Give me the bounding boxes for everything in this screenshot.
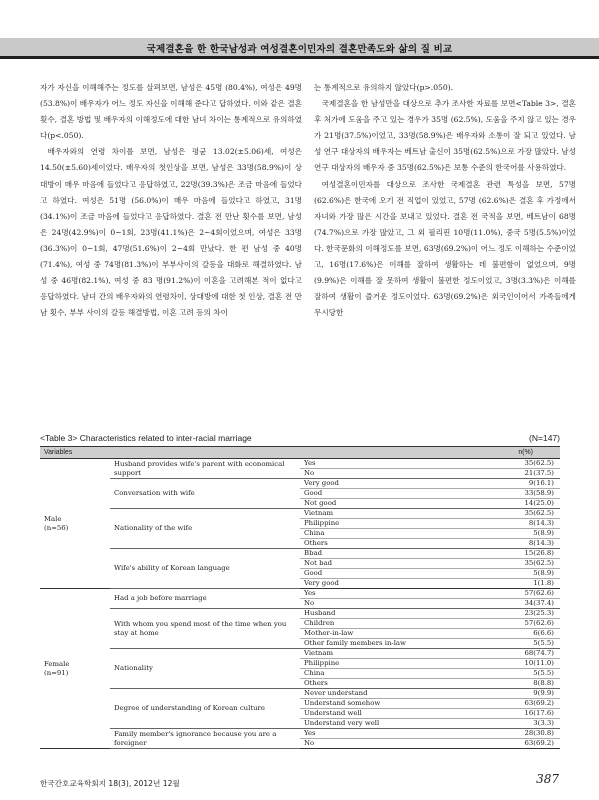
category-cell: Bbad — [300, 549, 491, 559]
value-cell: 8(14.3) — [491, 519, 560, 529]
table-row — [40, 609, 560, 619]
paragraph: 는 통계적으로 유의하지 않았다(p>.050). — [314, 83, 454, 92]
value-cell: 28(30.8) — [491, 729, 560, 739]
page-number: 387 — [536, 772, 559, 786]
category-cell: Husband — [300, 609, 491, 619]
category-cell: China — [300, 669, 491, 679]
variable-cell: Husband provides wife's parent with economical support — [110, 459, 300, 479]
category-cell: Very good — [300, 479, 491, 489]
group-label: Female — [44, 659, 70, 668]
category-cell: Others — [300, 679, 491, 689]
value-cell: 68(74.7) — [491, 649, 560, 659]
value-cell: 57(62.6) — [491, 619, 560, 629]
value-cell: 9(16.1) — [491, 479, 560, 489]
category-cell: No — [300, 469, 491, 479]
category-cell: Others — [300, 539, 491, 549]
table-caption — [40, 433, 560, 443]
variable-cell: Conversation with wife — [110, 479, 300, 509]
variable-cell: With whom you spend most of the time when you stay at home — [110, 609, 300, 649]
body-column-left — [40, 80, 302, 321]
category-cell: Yes — [300, 459, 491, 469]
category-cell: Understand very well — [300, 719, 491, 729]
body-column-right — [314, 80, 576, 321]
value-cell: 5(5.5) — [491, 669, 560, 679]
value-cell: 57(62.6) — [491, 589, 560, 599]
group-cell — [40, 459, 110, 589]
table-row — [40, 509, 560, 519]
characteristics-table — [40, 446, 560, 749]
variable-cell: Wife's ability of Korean language — [110, 549, 300, 589]
paragraph: 자가 자신을 이해해주는 정도를 살펴보면, 남성은 45명 (80.4%), 여성은 49명(53.8%)이 배우자가 어느 정도 자신을 이해해 준다고 답하였다. 이와 같은 결혼횟수, 결혼 방법 및 배우자의 이해정도에 대한 남녀 차이는 통계적으로 유의하였다(p<.050). — [40, 83, 302, 141]
category-cell: Understand somehow — [300, 699, 491, 709]
category-cell: No — [300, 599, 491, 609]
category-cell: Good — [300, 489, 491, 499]
category-cell: Mother-in-law — [300, 629, 491, 639]
value-cell: 63(69.2) — [491, 739, 560, 749]
group-label: Male — [44, 514, 62, 523]
variable-cell: Family member's ignorance because you are a foreigner — [110, 729, 300, 749]
running-header: 국제결혼을 한 한국남성과 여성결혼이민자의 결혼만족도와 삶의 질 비교 — [146, 44, 453, 55]
group-cell — [40, 589, 110, 749]
value-cell: 16(17.6) — [491, 709, 560, 719]
category-cell: No — [300, 739, 491, 749]
value-cell: 14(25.0) — [491, 499, 560, 509]
value-cell: 3(3.3) — [491, 719, 560, 729]
value-cell: 21(37.5) — [491, 469, 560, 479]
value-cell: 5(8.9) — [491, 529, 560, 539]
paragraph: 여성결혼이민자를 대상으로 조사한 국제결혼 관련 특성을 보면, 57명(62.6%)은 한국에 오기 전 직업이 있었고, 57명 (62.6%)은 결혼 후 가정에서 자녀와 가장 많은 시간을 보내고 있었다. 결혼 전 국적을 보면, 베트남이 68명(74.7%)으로 가장 많았고, 그 외 필리핀 10명(11.0%), 중국 5명(5.5%)이었다. 한국문화의 이해정도를 보면, 63명(69.2%)이 어느 정도 이해하는 수준이었고, 16명(17.6%)은 이해를 잘하여 생활하는 데 불편함이 없었으며, 9명(9.9%)은 이해를 잘 못하여 생활이 불편한 정도이었고, 3명(3.3%)은 이해를 잘하여 생활이 즐거운 정도이었다. 63명(69.2%)은 외국인이어서 가족들에게 무시당한 — [314, 179, 576, 318]
value-cell: 8(8.8) — [491, 679, 560, 689]
value-cell: 15(26.8) — [491, 549, 560, 559]
table-row — [40, 459, 560, 469]
category-cell: Vietnam — [300, 509, 491, 519]
value-cell: 10(11.0) — [491, 659, 560, 669]
table-row — [40, 479, 560, 489]
category-cell: Other family members in-law — [300, 639, 491, 649]
category-cell: Philippine — [300, 519, 491, 529]
value-cell: 35(62.5) — [491, 509, 560, 519]
header-rule — [0, 56, 599, 59]
variable-cell: Nationality — [110, 649, 300, 689]
category-cell: Not good — [300, 499, 491, 509]
table-row — [40, 649, 560, 659]
category-cell: Philippine — [300, 659, 491, 669]
group-n: (n=56) — [44, 523, 69, 532]
value-cell: 63(69.2) — [491, 699, 560, 709]
category-cell: Good — [300, 569, 491, 579]
value-cell: 9(9.9) — [491, 689, 560, 699]
category-cell: Vietnam — [300, 649, 491, 659]
table-row — [40, 549, 560, 559]
table-row — [40, 689, 560, 699]
category-cell: Yes — [300, 589, 491, 599]
category-cell: Never understand — [300, 689, 491, 699]
paragraph: 국제결혼을 한 남성만을 대상으로 추가 조사한 자료를 보면<Table 3>, 결혼 후 처가에 도움을 주고 있는 경우가 35명 (62.5%), 도움을 주지 않고 있는 경우가 21명(37.5%)이었고, 33명(58.9%)은 배우자와 소통이 잘 되고 있었다. 남성 연구 대상자의 배우자는 베트남 출신이 35명(62.5%)으로 가장 많았다. 남성 연구 대상자의 배우자 중 35명(62.5%)은 보통 수준의 한국어를 사용하였다. — [314, 99, 576, 173]
journal-footer: 한국간호교육학회지 18(3), 2012년 12월 — [40, 779, 180, 788]
paragraph: 배우자와의 연령 차이를 보면, 남성은 평균 13.02(±5.06)세, 여성은 14.50(±5.60)세이었다. 배우자의 첫인상을 보면, 남성은 33명(58.9%)이 상대방이 매우 마음에 들었다고 응답하였고, 22명(39.3%)은 조금 마음에 들었다고 하였다. 여성은 51명 (56.0%)이 매우 마음에 들었다고 하였고, 31명(34.1%)이 조금 마음에 들었다고 응답하였다. 결혼 전 만난 횟수를 보면, 남성은 24명(42.9%)이 0~1회, 23명(41.1%)은 2~4회이었으며, 여성은 33명(36.3%)이 0~1회, 47명(51.6%)이 2~4회 만났다. 한 편 남성 중 40명(71.4%), 여성 중 74명(81.3%)이 부부사이의 갈등을 대화로 해결하였다. 남성 중 46명(82.1%), 여성 중 83 명(91.2%)이 이혼을 고려해본 적이 없다고 응답하였다. 남녀 간의 배우자와의 연령차이, 상대방에 대한 첫 인상, 결혼 전 만남 횟수, 부부 사이의 갈등 해결방법, 이혼 고려 등의 차이 — [40, 147, 302, 318]
variable-cell: Nationality of the wife — [110, 509, 300, 549]
col-header-n: n(%) — [491, 447, 560, 459]
category-cell: Understand well — [300, 709, 491, 719]
category-cell: Yes — [300, 729, 491, 739]
value-cell: 6(6.6) — [491, 629, 560, 639]
table-row — [40, 589, 560, 599]
table-row — [40, 729, 560, 739]
category-cell: China — [300, 529, 491, 539]
group-n: (n=91) — [44, 668, 69, 677]
table-body — [40, 459, 560, 749]
value-cell: 33(58.9) — [491, 489, 560, 499]
variable-cell: Degree of understanding of Korean culture — [110, 689, 300, 729]
value-cell: 8(14.3) — [491, 539, 560, 549]
value-cell: 5(5.5) — [491, 639, 560, 649]
col-header-variables: Variables — [40, 447, 491, 459]
value-cell: 23(25.3) — [491, 609, 560, 619]
value-cell: 35(62.5) — [491, 559, 560, 569]
variable-cell: Had a job before marriage — [110, 589, 300, 609]
table-n: (N=147) — [529, 433, 560, 443]
value-cell: 34(37.4) — [491, 599, 560, 609]
value-cell: 35(62.5) — [491, 459, 560, 469]
value-cell: 1(1.8) — [491, 579, 560, 589]
category-cell: Not bad — [300, 559, 491, 569]
value-cell: 5(8.9) — [491, 569, 560, 579]
table-title: <Table 3> Characteristics related to inter-racial marriage — [40, 433, 252, 443]
category-cell: Children — [300, 619, 491, 629]
category-cell: Very good — [300, 579, 491, 589]
